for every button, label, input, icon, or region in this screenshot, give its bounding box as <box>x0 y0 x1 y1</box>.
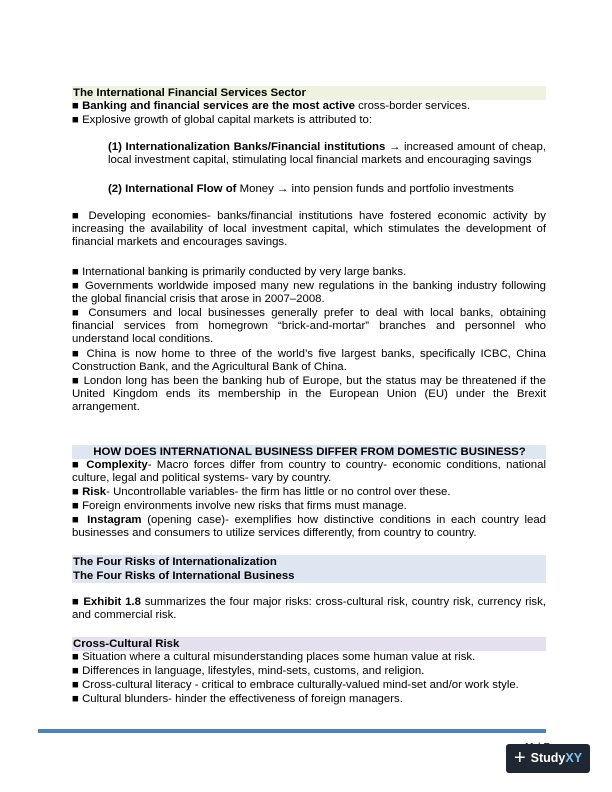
para-developing-economies: ■ Developing economies- banks/financial institutions have fostered economic activity by increasing the availability of local investment capital, which stimulates the development of financial markets and encourages savings. <box>72 210 546 249</box>
bullet-foreign-environments: ■ Foreign environments involve new risks that firms must manage. <box>72 500 407 512</box>
section-heading-cross-cultural-risk: Cross-Cultural Risk <box>72 637 546 651</box>
plus-icon: + <box>513 746 526 769</box>
bullet-instagram: ■ Instagram (opening case)- exemplifies how distinctive conditions in each country lead businesses and consumers to utilize services differently, from country to country. <box>72 514 546 540</box>
section-heading-financial-services: The International Financial Services Sector <box>72 86 546 100</box>
bullet-risk: ■ Risk- Uncontrollable variables- the firm has little or no control over these. <box>72 486 451 498</box>
bullet-cultural-blunders: ■ Cultural blunders- hinder the effectiveness of foreign managers. <box>72 693 403 705</box>
para-international-banking: ■ International banking is primarily conducted by very large banks. <box>72 266 407 278</box>
bullet-complexity: ■ Complexity- Macro forces differ from country to country- economic conditions, national culture, legal and political systems- vary by country. <box>72 459 546 485</box>
badge-logo-text: StudyXY <box>530 750 583 765</box>
para-governments-regulations: ■ Governments worldwide imposed many new regulations in the banking industry following the global financial crisis that arose in 2007–2008. <box>72 280 546 306</box>
para-exhibit-1-8: ■ Exhibit 1.8 summarizes the four major risks: cross-cultural risk, country risk, currency risk, and commercial risk. <box>72 596 546 622</box>
footer-rule <box>38 729 546 733</box>
bullet-cross-cultural-literacy: ■ Cross-cultural literacy - critical to embrace culturally-valued mind-set and/or work style. <box>72 679 519 691</box>
bullet-explosive-growth: ■ Explosive growth of global capital markets is attributed to: <box>72 114 373 126</box>
para-consumers-local-banks: ■ Consumers and local businesses generally prefer to deal with local banks, obtaining financial services from homegrown “brick-and-mortar” branches and personnel who understand local conditions. <box>72 307 547 346</box>
studyxy-badge[interactable] <box>506 744 590 773</box>
item-internationalization-banks: (1) Internationalization Banks/Financial institutions → increased amount of cheap, local investment capital, stimulating local financial markets and encouraging savings <box>108 141 547 167</box>
para-china-banks: ■ China is now home to three of the world’s five largest banks, specifically ICBC, China Construction Bank, and the Agricultural Bank of China. <box>72 348 546 374</box>
section-heading-international-vs-domestic: HOW DOES INTERNATIONAL BUSINESS DIFFER FROM DOMESTIC BUSINESS? <box>72 445 546 459</box>
item-international-flow: (2) International Flow of Money → into pension funds and portfolio investments <box>108 183 514 195</box>
bullet-differences: ■ Differences in language, lifestyles, mind-sets, customs, and religion. <box>72 665 425 677</box>
bullet-banking-most-active: ■ Banking and financial services are the most active cross-border services. <box>72 100 471 112</box>
section-heading-four-risks: The Four Risks of Internationalization The Four Risks of International Business <box>72 555 546 583</box>
para-london-brexit: ■ London long has been the banking hub of Europe, but the status may be threatened if the United Kingdom ends its membership in the European Union (EU) under the Brexit arrangement. <box>72 375 546 414</box>
bullet-cultural-misunderstanding: ■ Situation where a cultural misunderstanding places some human value at risk. <box>72 651 476 663</box>
